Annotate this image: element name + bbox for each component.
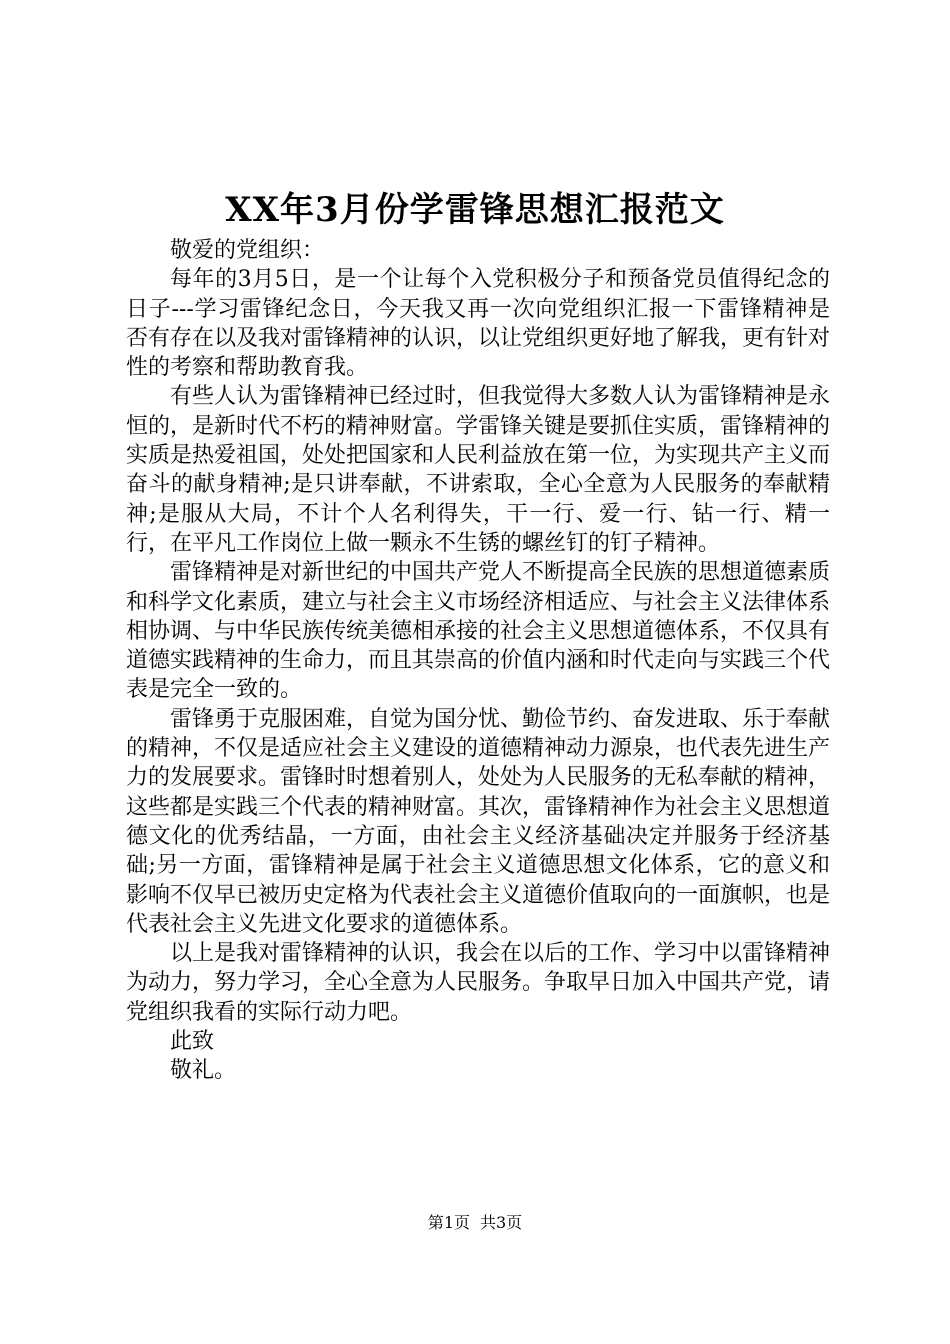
salutation: 敬爱的党组织： <box>170 238 325 263</box>
paragraph-1: 每年的3月5日，是一个让每个入党积极分子和预备党员值得纪念的日子---学习雷锋纪念日，今天我又再一次向党组织汇报一下雷锋精神是否有存在以及我对雷锋精神的认识，以让党组织更好地了解我，更有针对性的考察和帮助教育我。 <box>126 267 831 381</box>
paragraph-2: 有些人认为雷锋精神已经过时，但我觉得大多数人认为雷锋精神是永恒的，是新时代不朽的精神财富。学雷锋关键是要抓住实质，雷锋精神的实质是热爱祖国，处处把国家和人民利益放在第一位，为实现共产主义而奋斗的献身精神;是只讲奉献，不讲索取，全心全意为人民服务的奉献精神;是服从大局，不计个人名利得失，干一行、爱一行、钻一行、精一行，在平凡工作岗位上做一颗永不生锈的螺丝钉的钉子精神。 <box>126 384 831 556</box>
closing-line-2: 敬礼。 <box>170 1058 237 1084</box>
paragraph-4: 雷锋勇于克服困难，自觉为国分忧、勤俭节约、奋发进取、乐于奉献的精神，不仅是适应社会主义建设的道德精神动力源泉，也代表先进生产力的发展要求。雷锋时时想着别人，处处为人民服务的无私奉献的精神，这些都是实践三个代表的精神财富。其次，雷锋精神作为社会主义思想道德文化的优秀结晶，一方面，由社会主义经济基础决定并服务于经济基础;另一方面，雷锋精神是属于社会主义道德思想文化体系，它的意义和影响不仅早已被历史定格为代表社会主义道德价值取向的一面旗帜，也是代表社会主义先进文化要求的道德体系。 <box>126 706 831 937</box>
paragraph-5: 以上是我对雷锋精神的认识，我会在以后的工作、学习中以雷锋精神为动力，努力学习，全心全意为人民服务。争取早日加入中国共产党，请党组织我看的实际行动力吧。 <box>126 941 831 1025</box>
paragraph-3: 雷锋精神是对新世纪的中国共产党人不断提高全民族的思想道德素质和科学文化素质，建立与社会主义市场经济相适应、与社会主义法律体系相协调、与中华民族传统美德相承接的社会主义思想道德体系，不仅具有道德实践精神的生命力，而且其崇高的价值内涵和时代走向与实践三个代表是完全一致的。 <box>126 560 831 703</box>
closing-line-1: 此致 <box>170 1029 215 1055</box>
document-title: XX年3月份学雷锋思想汇报范文 <box>225 190 725 230</box>
page-footer <box>0 1212 950 1234</box>
page-number-current: 第1页 <box>427 1213 470 1232</box>
document-body <box>126 236 830 1086</box>
page-number-total: 共3页 <box>480 1213 523 1232</box>
